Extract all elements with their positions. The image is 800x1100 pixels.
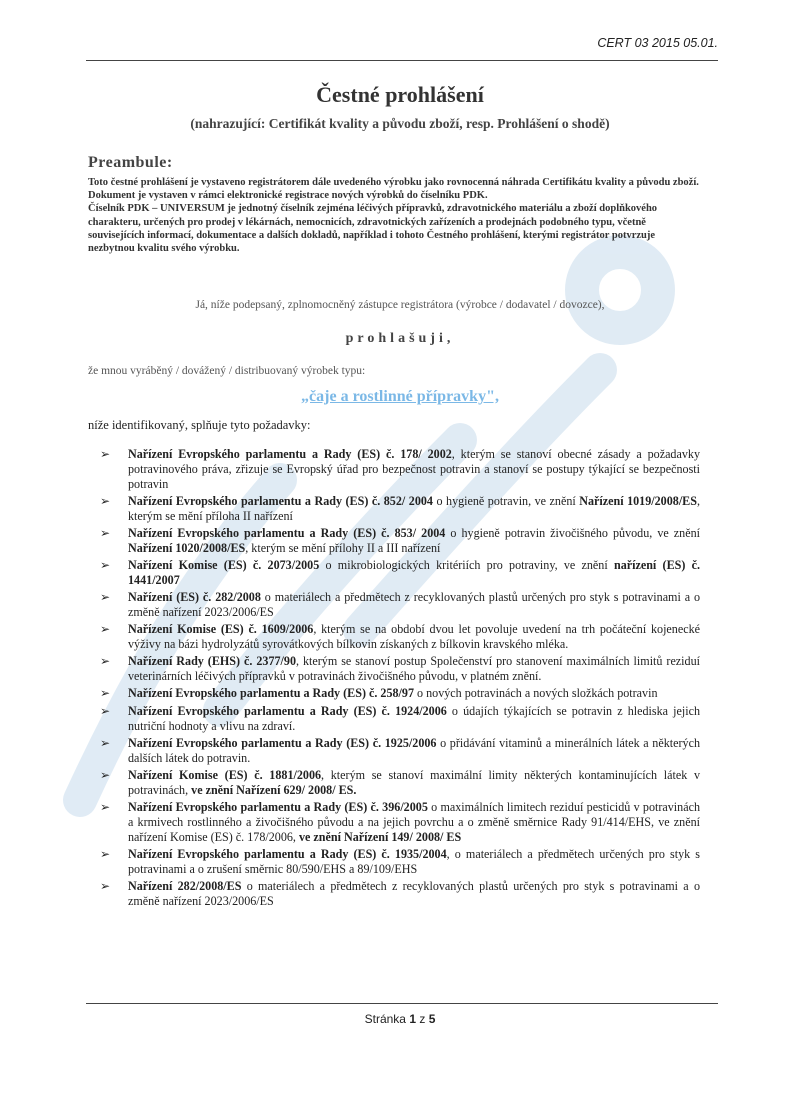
regulation-description: , kterým se na období dvou let povoluje uvedení na trh počáteční kojenecké výživy na bázi hydrolyzátů syrovátkových bílkovin získaných z bílkovin kravského mléka. [128,622,700,652]
page-separator: z [416,1012,429,1026]
page-number [0,1012,800,1026]
arrow-bullet-icon: ➢ [100,846,111,861]
requirement-item [100,494,700,524]
regulation-description: o hygieně potravin živočišného původu, ve znění [445,525,700,540]
regulation-reference: Nařízení Evropského parlamentu a Rady (ES) č. 258/97 [128,686,415,701]
preamble-paragraph: Dokument je vystaven v rámci elektronické registrace nových výrobků do číselníku PDK. [88,190,488,202]
regulation-description: , kterým se mění přílohy II a III nařízení [245,540,441,555]
arrow-bullet-icon: ➢ [100,493,111,508]
requirement-item [100,526,700,556]
arrow-bullet-icon: ➢ [100,735,111,750]
regulation-reference: Nařízení Evropského parlamentu a Rady (ES) č. 1924/2006 [128,703,447,718]
arrow-bullet-icon: ➢ [100,622,111,637]
preamble-heading: Preambule: [88,154,173,171]
preamble-paragraph: Číselník PDK – UNIVERSUM je jednotný číselník zejména léčivých přípravků, zdravotnického materiálu a zboží doplňkového charakteru, určených pro prodej v lékárnách, nemocnicích, zdravotnických zařízeních a prodejnách podobného typu, včetně souvisejících informací, dokumentace a dalších dokladů, například i tohoto Čestného prohlášení, kterými registrátor potvrzuje nezbytnou kvalitu svého výrobku. [88,203,658,255]
regulation-reference: nařízení (ES) č. 1441/2007 [128,558,701,587]
requirement-item [100,879,700,909]
regulation-description: o nových potravinách a nových složkách potravin [414,686,658,701]
arrow-bullet-icon: ➢ [100,879,111,894]
arrow-bullet-icon: ➢ [100,767,111,782]
regulation-description: , kterým se stanoví obecné zásady a požadavky potravinového práva, zřizuje se Evropský úřad pro bezpečnost potravin a stanoví se postupy týkající se bezpečnosti potravin [128,447,700,491]
product-type-line: že mnou vyráběný / dovážený / distribuovaný výrobek typu: [88,365,366,377]
preamble-paragraph: Toto čestné prohlášení je vystaveno registrátorem dále uvedeného výrobku jako rovnocenná náhrada Certifikátu kvality a původu zboží. [88,177,699,188]
document-title: Čestné prohlášení [316,82,484,107]
requirement-item [100,558,700,588]
arrow-bullet-icon: ➢ [100,558,111,573]
header-divider [86,60,718,61]
regulation-reference: Nařízení Evropského parlamentu a Rady (ES) č. 1925/2006 [128,735,437,750]
document-subtitle: (nahrazující: Certifikát kvality a původu zboží, resp. Prohlášení o shodě) [190,116,610,131]
requirement-item [100,736,700,766]
requirement-item [100,800,700,844]
arrow-bullet-icon: ➢ [100,800,111,815]
regulation-description: o materiálech a předmětech z recyklovaných plastů určených pro styk s potravinami a o změně nařízení 2023/2006/ES [128,590,700,619]
regulation-description: o mikrobiologických kritériích pro potraviny, ve znění [319,558,614,573]
declaration-verb: prohlašuji, [345,331,455,346]
regulation-description: , o materiálech a předmětech určených pro styk s potravinami a o zrušení směrnic 80/590/EHS a 89/109/EHS [128,846,700,876]
regulation-reference: Nařízení Evropského parlamentu a Rady (ES) č. 396/2005 [128,800,428,815]
regulation-description: , kterým se mění příloha II nařízení [128,493,701,523]
arrow-bullet-icon: ➢ [100,590,111,605]
requirement-item [100,622,700,652]
requirements-list [100,447,700,911]
document-code: CERT 03 2015 05.01. [597,36,718,50]
signatory-intro: Já, níže podepsaný, zplnomocněný zástupce registrátora (výrobce / dodavatel / dovozce), [195,299,605,311]
regulation-description: , kterým se stanoví postup Společenství pro stanovení maximálních limitů reziduí veterinárních léčivých přípravků v potravinách živočišného původu, v platném znění. [128,654,700,684]
requirements-intro: níže identifikovaný, splňuje tyto požadavky: [88,418,311,432]
requirement-item [100,447,700,491]
arrow-bullet-icon: ➢ [100,447,111,461]
regulation-reference: Nařízení Evropského parlamentu a Rady (ES) č. 852/ 2004 [128,493,433,508]
regulation-reference: ve znění Nařízení 149/ 2008/ ES [298,829,462,844]
page-total: 5 [428,1012,436,1026]
requirement-item [100,704,700,734]
arrow-bullet-icon: ➢ [100,654,111,669]
page-prefix: Stránka [364,1012,410,1026]
preamble-text [88,176,703,255]
regulation-reference: Nařízení Komise (ES) č. 2073/2005 [128,558,320,573]
regulation-reference: Nařízení 1020/2008/ES [128,540,246,555]
requirement-item [100,768,700,798]
requirement-item [100,590,700,620]
regulation-reference: Nařízení Evropského parlamentu a Rady (ES) č. 178/ 2002 [128,447,452,461]
footer-divider [86,1003,718,1004]
regulation-reference: Nařízení 282/2008/ES [128,879,242,894]
regulation-description: o údajích týkajících se potravin z hlediska jejich nutriční hodnoty a vlivu na zdraví. [128,703,700,733]
product-type: „čaje a rostlinné přípravky", [301,388,499,405]
regulation-reference: ve znění Nařízení 629/ 2008/ ES. [191,782,357,797]
regulation-description: o přidávání vitaminů a minerálních látek a některých dalších látek do potravin. [128,735,700,765]
arrow-bullet-icon: ➢ [100,525,111,540]
regulation-reference: Nařízení Rady (EHS) č. 2377/90 [128,654,296,669]
arrow-bullet-icon: ➢ [100,686,111,701]
requirement-item [100,654,700,684]
regulation-description: o hygieně potravin, ve znění [432,493,580,508]
arrow-bullet-icon: ➢ [100,703,111,718]
regulation-description: , kterým se stanoví maximální limity některých kontaminujících látek v potravinách, [128,767,701,797]
regulation-reference: Nařízení Evropského parlamentu a Rady (ES) č. 853/ 2004 [128,525,446,540]
requirement-item [100,686,700,701]
regulation-reference: Nařízení Komise (ES) č. 1881/2006 [128,767,322,782]
regulation-reference: Nařízení 1019/2008/ES [579,493,697,508]
requirement-item [100,847,700,877]
regulation-reference: Nařízení (ES) č. 282/2008 [128,590,261,605]
regulation-description: o materiálech a předmětech z recyklovaných plastů určených pro styk s potravinami a o změně nařízení 2023/2006/ES [128,879,700,908]
page-current: 1 [409,1012,417,1026]
regulation-reference: Nařízení Komise (ES) č. 1609/2006 [128,622,314,637]
regulation-description: o maximálních limitech reziduí pesticidů v potravinách a krmivech rostlinného a živočišného původu a na jejich povrchu a o změně směrnice Rady 91/414/EHS, ve znění nařízení Komise (ES) č. 178/2006, [128,800,700,844]
regulation-reference: Nařízení Evropského parlamentu a Rady (ES) č. 1935/2004 [128,846,447,861]
